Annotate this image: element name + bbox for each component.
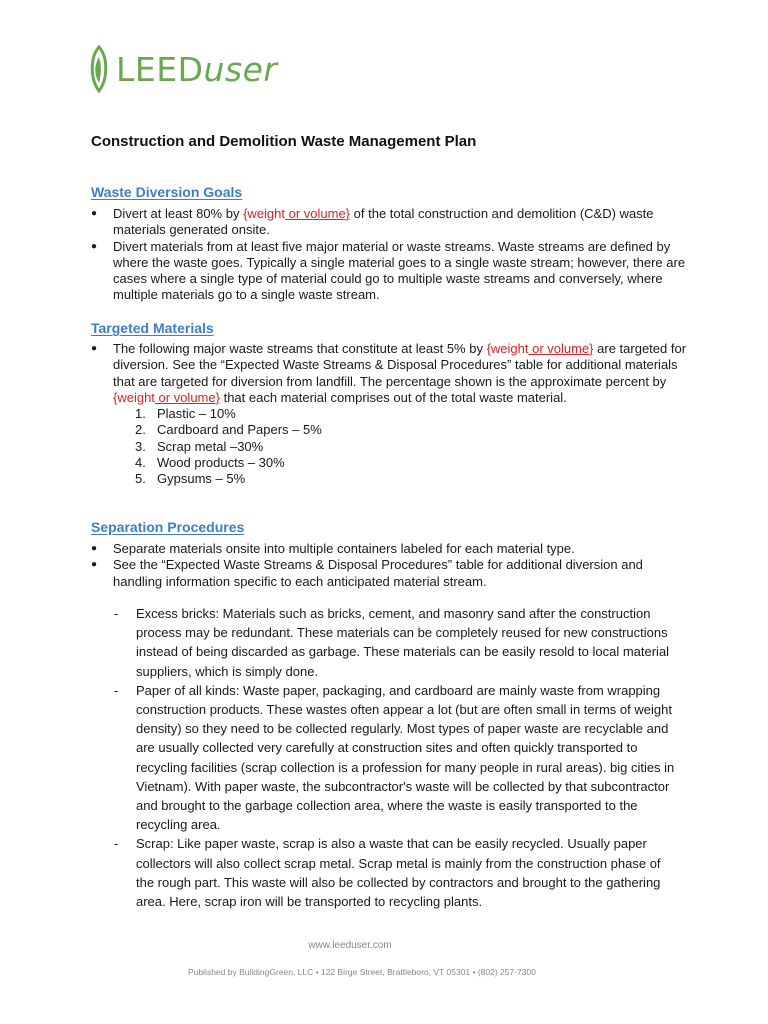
list-item: 4. Wood products – 30% (135, 455, 285, 471)
list-item: - Scrap: Like paper waste, scrap is also a waste that can be easily recycled. Usually paper collectors will also collect scrap metal. Scrap metal is mainly from the construction phase of the rough part. This waste will also be collected by contractors and brought to the gathering area. Here, scrap iron will be transported to recycling plants. (114, 834, 680, 911)
separation-dash-list (114, 604, 680, 911)
logo-wordmark: LEEDuser (116, 49, 278, 89)
list-item: ● The following major waste streams that constitute at least 5% by {weight or volume} are targeted for diversion. See the “Expected Waste Streams & Disposal Procedures” table for additional materials that are targeted for diversion from landfill. The percentage shown is the approximate percent by {weight or volume} that each material comprises out of the total waste material. 1. Plastic – 10% 2. Cardboard and Papers – 5% 3. Scrap metal –30% 4. Wood products – 30% 5. Gypsums – 5% (91, 341, 691, 488)
separation-list (91, 541, 691, 590)
list-item: - Paper of all kinds: Waste paper, packaging, and cardboard are mainly waste from wrapping construction products. These wastes often appear a lot (but are often small in terms of weight density) so they need to be collected regularly. Most types of paper waste are recyclable and are usually collected very carefully at construction sites and often quickly transported to recycling facilities (scrap collection is a profession for many people in rural areas). big cities in Vietnam). With paper waste, the subcontractor's waste will be collected by that subcontractor and brought to the garbage collection area, where the waste is easily transported to the recycling area. (114, 681, 680, 835)
footer-url: www.leeduser.com (308, 940, 392, 951)
leaf-icon (88, 45, 110, 93)
list-item: 1. Plastic – 10% (135, 406, 236, 422)
heading-separation-procedures: Separation Procedures (91, 519, 245, 535)
list-item: - Excess bricks: Materials such as bricks, cement, and masonry sand after the construction process may be redundant. These materials can be completely reused for new constructions instead of being discarded as garbage. These materials can be easily resold to local material suppliers, which is simply done. (114, 604, 680, 681)
leeduser-logo (88, 44, 277, 94)
list-item: 2. Cardboard and Papers – 5% (135, 422, 322, 438)
list-item: ● Divert at least 80% by {weight or volume} of the total construction and demolition (C&D) waste materials generated onsite. (91, 206, 691, 239)
targeted-list (91, 341, 691, 488)
page-title: Construction and Demolition Waste Management Plan (91, 133, 477, 150)
list-item: ● Separate materials onsite into multiple containers labeled for each material type. (91, 541, 691, 557)
materials-numbered-list (113, 406, 691, 487)
list-item: 5. Gypsums – 5% (135, 471, 246, 487)
goals-list (91, 206, 691, 304)
heading-waste-diversion-goals: Waste Diversion Goals (91, 184, 243, 200)
list-item: 3. Scrap metal –30% (135, 438, 264, 454)
list-item: ● See the “Expected Waste Streams & Disposal Procedures” table for additional diversion and handling information specific to each anticipated material stream. (91, 557, 691, 590)
heading-targeted-materials: Targeted Materials (91, 320, 214, 336)
footer-publisher: Published by BuildingGreen, LLC • 122 Birge Street, Brattleboro, VT 05301 • (802) 257-7300 (188, 967, 536, 977)
list-item: ● Divert materials from at least five major material or waste streams. Waste streams are defined by where the waste goes. Typically a single material goes to a single waste stream; however, there are cases where a single type of material could go to multiple waste streams and conversely, where multiple materials go to a single waste stream. (91, 239, 691, 304)
